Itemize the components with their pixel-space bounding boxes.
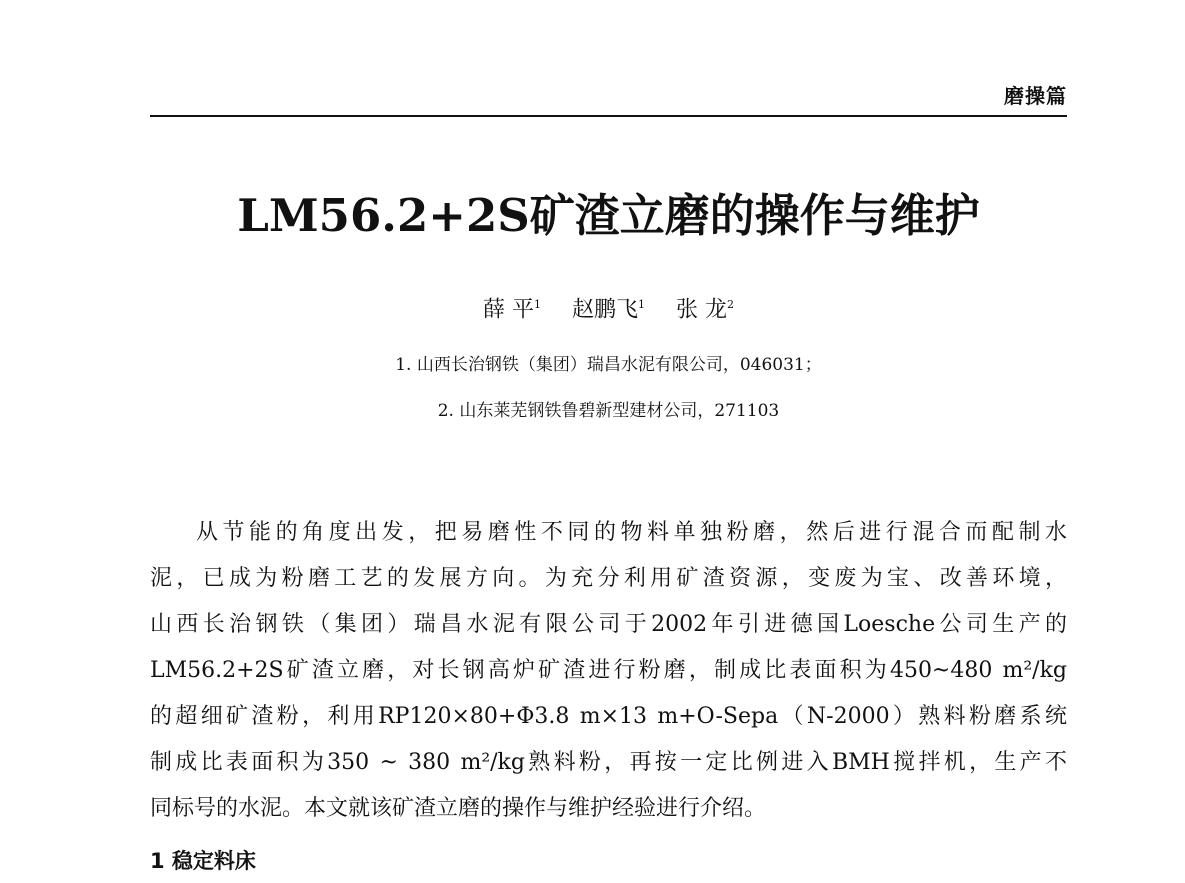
abstract-line: 同标号的水泥。本文就该矿渣立磨的操作与维护经验进行介绍。 xyxy=(150,796,767,821)
abstract-line: 制成比表面积为350 ~ 380 m²/kg熟料粉，再按一定比例进入BMH搅拌机，生产不 xyxy=(150,750,1067,775)
affiliation-mark: 1 xyxy=(533,298,541,311)
running-header-section-label: 磨操篇 xyxy=(1004,84,1067,108)
abstract-line: 山西长治钢铁（集团）瑞昌水泥有限公司于2002年引进德国Loesche公司生产的 xyxy=(150,612,1067,637)
author-2 xyxy=(572,290,645,325)
author-name: 张 龙 xyxy=(676,297,727,323)
author-1 xyxy=(483,290,541,325)
abstract-line: LM56.2+2S矿渣立磨，对长钢高炉矿渣进行粉磨，制成比表面积为450~480 m²/kg xyxy=(150,658,1067,683)
article-title: LM56.2+2S矿渣立磨的操作与维护 xyxy=(237,189,980,242)
author-3 xyxy=(676,290,734,325)
affiliation-2: 2. 山东莱芜钢铁鲁碧新型建材公司，271103 xyxy=(437,401,780,421)
author-list xyxy=(150,290,1067,325)
affiliation-mark: 2 xyxy=(727,298,734,311)
abstract-line: 从节能的角度出发，把易磨性不同的物料单独粉磨，然后进行混合而配制水 xyxy=(196,520,1067,545)
author-name: 赵鹏飞 xyxy=(571,297,638,323)
section-heading: 1 稳定料床 xyxy=(150,849,256,873)
author-name: 薛 平 xyxy=(482,297,534,323)
abstract-paragraph xyxy=(150,518,1067,840)
affiliation-1: 1. 山西长治钢铁（集团）瑞昌水泥有限公司，046031； xyxy=(395,355,822,375)
affiliation-mark: 1 xyxy=(638,298,645,311)
abstract-line: 的超细矿渣粉，利用RP120×80+Φ3.8 m×13 m+O-Sepa（N-2000）熟料粉磨系统 xyxy=(150,704,1067,729)
abstract-line: 泥，已成为粉磨工艺的发展方向。为充分利用矿渣资源，变废为宝、改善环境， xyxy=(150,566,1067,591)
header-rule xyxy=(150,115,1067,117)
